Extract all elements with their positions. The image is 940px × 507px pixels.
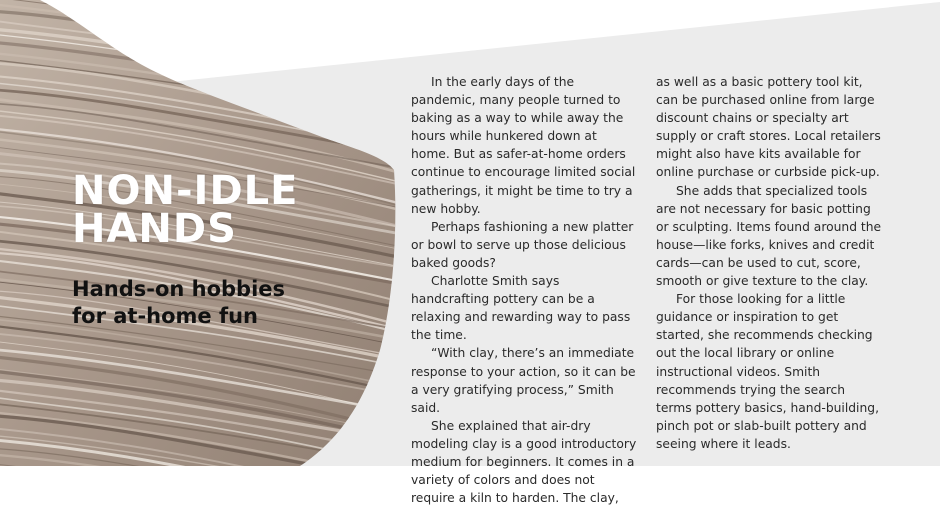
body-column-1 [411,73,639,507]
paragraph: Charlotte Smith says handcrafting pottery can be a relaxing and rewarding way to pass the time. [411,274,631,343]
paragraph: “With clay, there’s an immediate response to your action, so it can be a very gratifying process,” Smith said. [411,346,636,415]
subtitle-line-1: Hands-on hobbies [72,277,286,301]
paragraph: In the early days of the pandemic, many people turned to baking as a way to while away the hours while hunkered down at home. But as safer-at-home orders continue to encourage limited social gatherings, it might be time to try a new hobby. [411,75,636,216]
subtitle-line-2: for at-home fun [72,304,259,328]
title-line-1: NON-IDLE [72,168,299,214]
title-line-2: HANDS [72,206,237,252]
article-title [72,168,299,252]
body-column-2 [656,73,882,453]
paragraph: For those looking for a little guidance or inspiration to get started, she recommends checking out the local library or online instructional videos. Smith recommends trying the search terms pottery basics, hand-building, pinch pot or slab-built pottery and seeing where it leads. [656,292,879,451]
paragraph: She adds that specialized tools are not necessary for basic potting or sculpting. Items found around the house—like forks, knives and credit cards—can be used to cut, score, smooth or give texture to the clay. [656,183,882,289]
article-subtitle [72,276,285,330]
paragraph-continuation: as well as a basic pottery tool kit, can be purchased online from large discount chains or specialty art supply or craft stores. Local retailers might also have kits available for online purchase or curbside pick-up. [656,75,881,180]
paragraph: She explained that air-dry modeling clay is a good introductory medium for beginners. It comes in a variety of colors and does not require a kiln to harden. The clay, [411,418,637,506]
paragraph: Perhaps fashioning a new platter or bowl to serve up those delicious baked goods? [411,219,634,270]
